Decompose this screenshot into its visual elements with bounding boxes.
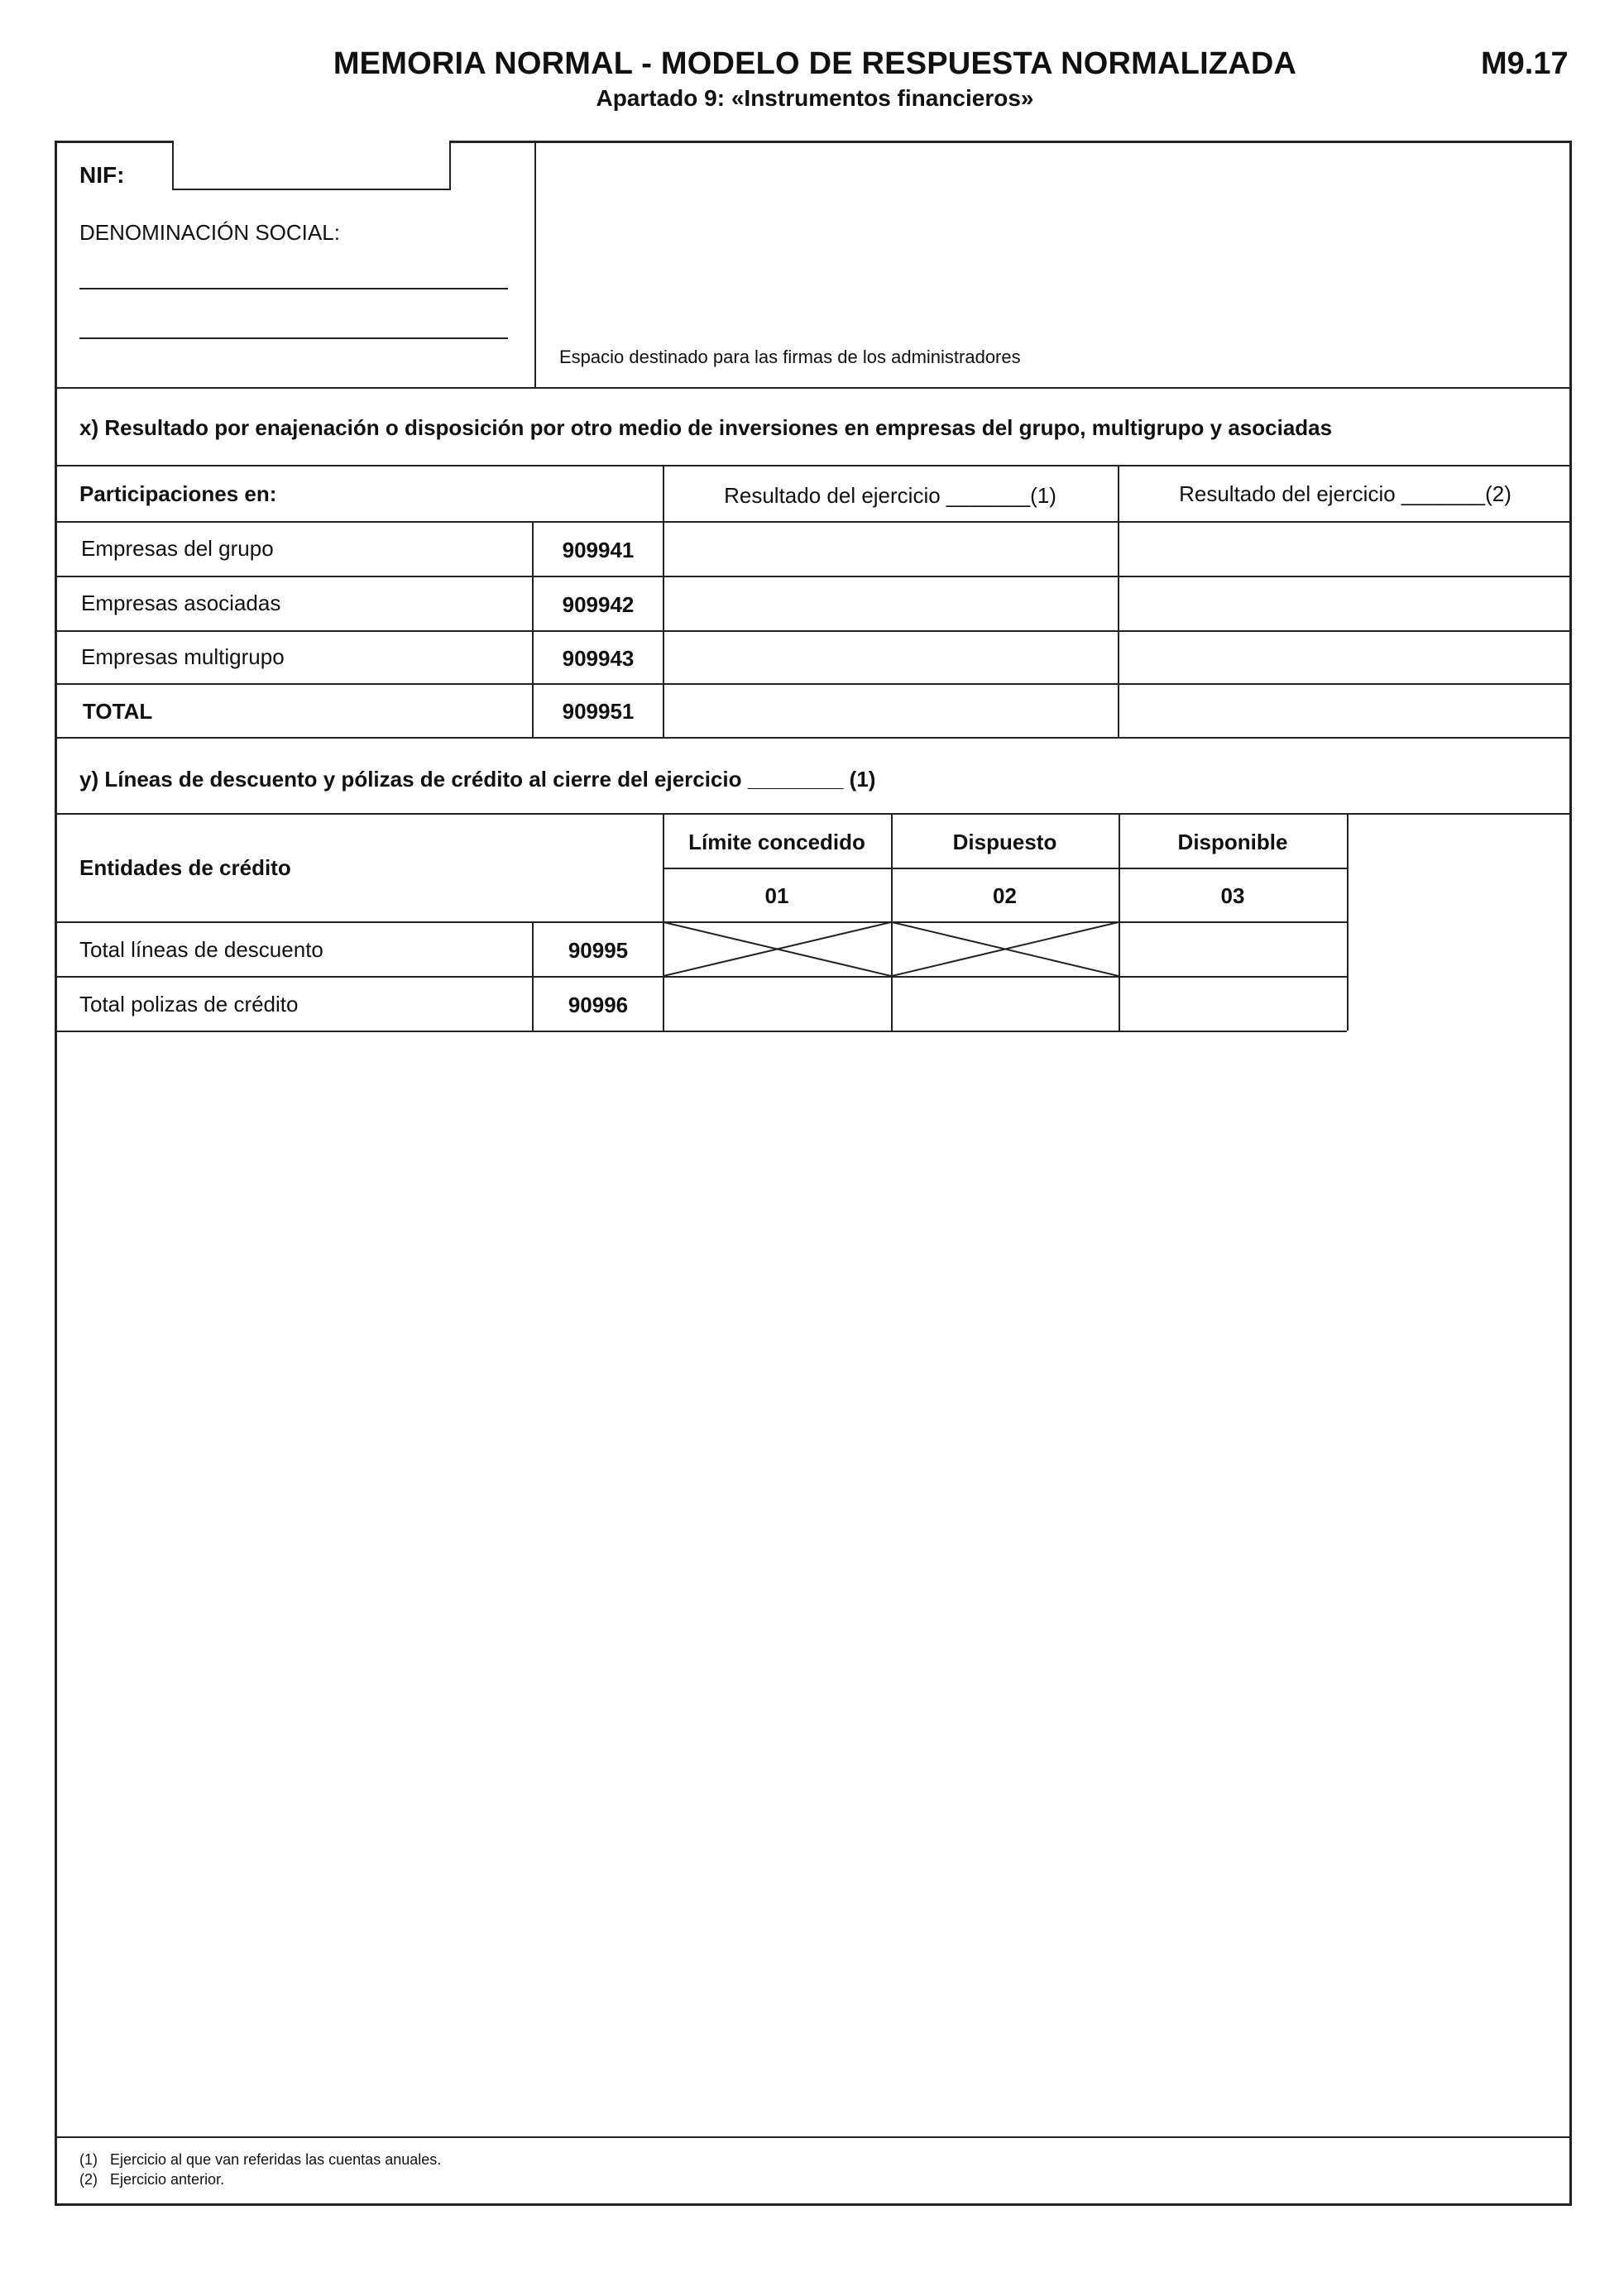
col-participaciones: Participaciones en: bbox=[79, 481, 277, 506]
col-entidades: Entidades de crédito bbox=[79, 855, 291, 880]
footnote-2-text: Ejercicio anterior. bbox=[110, 2171, 225, 2188]
row-code-lineas-descuento: 90995 bbox=[568, 938, 629, 963]
footnote-1-num: (1) bbox=[79, 2151, 98, 2168]
input-asociadas-ejercicio-2[interactable] bbox=[1119, 577, 1570, 629]
col-dispuesto: Dispuesto bbox=[952, 830, 1057, 854]
footnote-2-num: (2) bbox=[79, 2171, 98, 2188]
form-code: M9.17 bbox=[1481, 46, 1569, 81]
page-title: MEMORIA NORMAL - MODELO DE RESPUESTA NORMALIZADA bbox=[333, 46, 1297, 81]
row-label-grupo: Empresas del grupo bbox=[81, 536, 274, 561]
divider bbox=[55, 813, 1572, 815]
input-asociadas-ejercicio-1[interactable] bbox=[664, 577, 1116, 629]
footnote-2 bbox=[79, 2171, 224, 2188]
input-grupo-ejercicio-1[interactable] bbox=[664, 523, 1116, 574]
divider bbox=[55, 387, 1572, 389]
row-code-multigrupo: 909943 bbox=[562, 646, 635, 671]
row-code-asociadas: 909942 bbox=[562, 592, 635, 617]
row-label-multigrupo: Empresas multigrupo bbox=[81, 644, 285, 669]
divider bbox=[663, 868, 1347, 869]
row-label-asociadas: Empresas asociadas bbox=[81, 591, 281, 615]
col-resultado-2: Resultado del ejercicio _______(2) bbox=[1179, 481, 1511, 506]
col-num-01: 01 bbox=[764, 883, 789, 908]
input-total-ejercicio-2[interactable] bbox=[1119, 685, 1570, 735]
divider bbox=[55, 1031, 1347, 1032]
denominacion-line-1[interactable] bbox=[79, 288, 508, 289]
row-code-grupo: 909941 bbox=[562, 538, 635, 562]
input-multigrupo-ejercicio-1[interactable] bbox=[664, 632, 1116, 682]
row-code-polizas-credito: 90996 bbox=[568, 993, 629, 1017]
nif-field[interactable] bbox=[172, 141, 451, 190]
input-polizas-limite[interactable] bbox=[664, 978, 890, 1030]
crossed-cell-limite bbox=[663, 922, 891, 976]
divider bbox=[534, 141, 536, 389]
input-polizas-dispuesto[interactable] bbox=[893, 978, 1118, 1030]
divider bbox=[1347, 813, 1349, 1031]
input-multigrupo-ejercicio-2[interactable] bbox=[1119, 632, 1570, 682]
row-label-lineas-descuento: Total líneas de descuento bbox=[79, 937, 323, 962]
input-lineas-disponible[interactable] bbox=[1120, 923, 1346, 975]
row-label-total: TOTAL bbox=[83, 699, 153, 724]
col-num-02: 02 bbox=[993, 883, 1017, 908]
input-grupo-ejercicio-2[interactable] bbox=[1119, 523, 1570, 574]
divider bbox=[55, 737, 1572, 739]
divider bbox=[55, 465, 1572, 466]
page-subtitle: Apartado 9: «Instrumentos financieros» bbox=[596, 85, 1034, 111]
col-num-03: 03 bbox=[1220, 883, 1245, 908]
input-total-ejercicio-1[interactable] bbox=[664, 685, 1116, 735]
denominacion-label: DENOMINACIÓN SOCIAL: bbox=[79, 220, 340, 245]
col-limite: Límite concedido bbox=[688, 830, 865, 854]
col-disponible: Disponible bbox=[1177, 830, 1288, 854]
footnote-1-text: Ejercicio al que van referidas las cuentas anuales. bbox=[110, 2151, 442, 2168]
row-label-polizas-credito: Total polizas de crédito bbox=[79, 992, 299, 1016]
denominacion-line-2[interactable] bbox=[79, 337, 508, 339]
divider bbox=[55, 2136, 1572, 2138]
nif-label: NIF: bbox=[79, 162, 125, 188]
section-y-title: y) Líneas de descuento y pólizas de crédito al cierre del ejercicio ________ (1) bbox=[79, 767, 876, 792]
firmas-caption: Espacio destinado para las firmas de los administradores bbox=[559, 347, 1021, 367]
section-x-title: x) Resultado por enajenación o disposición por otro medio de inversiones en empresas del grupo, multigrupo y asociadas bbox=[79, 415, 1333, 440]
col-resultado-1: Resultado del ejercicio _______(1) bbox=[724, 483, 1056, 508]
row-code-total: 909951 bbox=[562, 699, 635, 724]
footnote-1 bbox=[79, 2151, 441, 2169]
crossed-cell-dispuesto bbox=[892, 922, 1119, 976]
form-frame bbox=[55, 141, 1572, 2206]
input-polizas-disponible[interactable] bbox=[1120, 978, 1346, 1030]
